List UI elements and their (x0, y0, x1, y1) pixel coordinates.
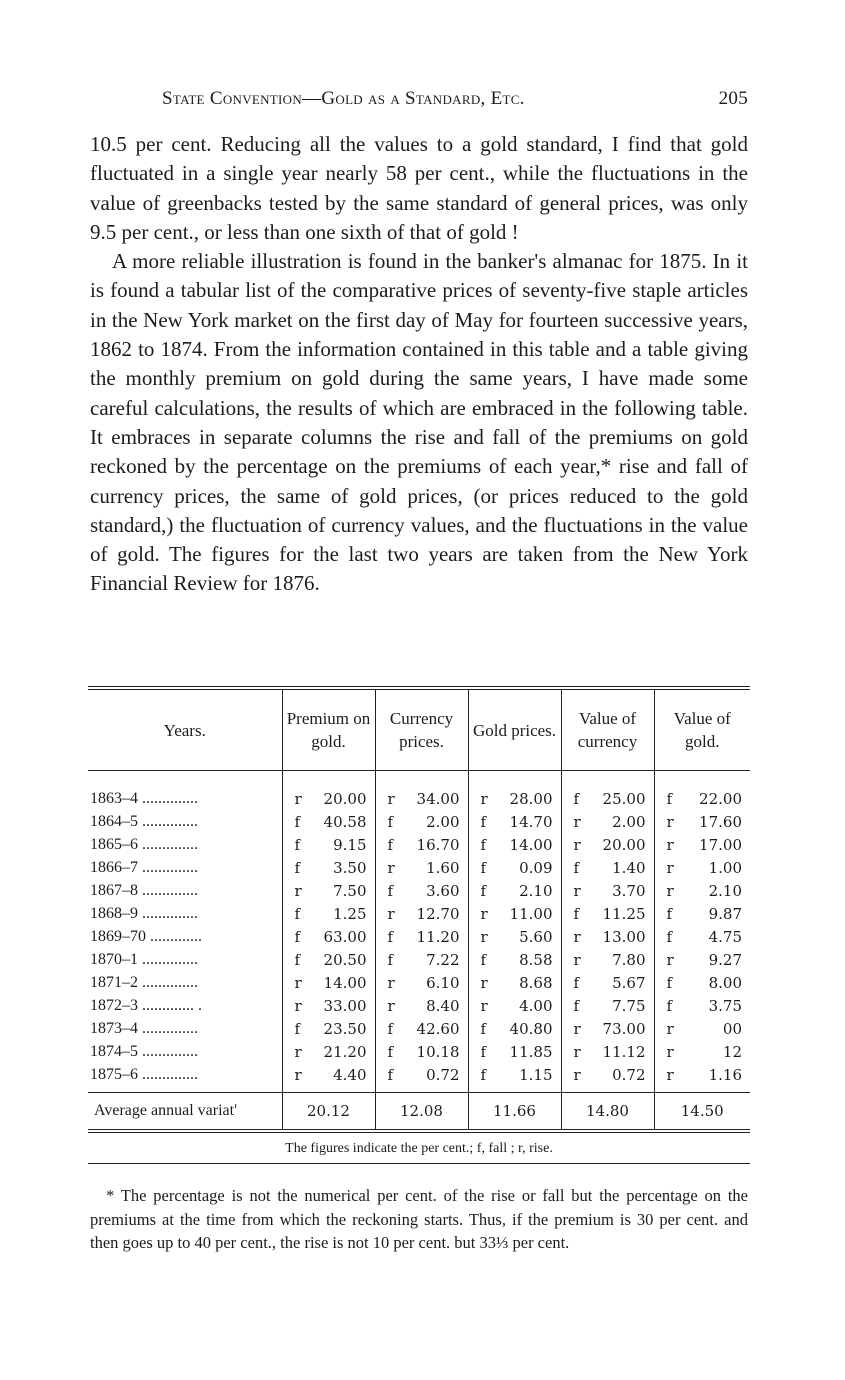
paragraph: A more reliable illustration is found in the banker's almanac for 1875. In it is found a tabular list of the comparative prices of seventy-five staple articles in the New York market on the first day of May for fourteen successive years, 1862 to 1874. From the information contained in this table and a table giving the monthly premium on gold during the same years, I have made some careful calculations, the results of which are embraced in the following table. It embraces in separate columns the rise and fall of the premiums on gold reckoned by the percentage on the premiums of each year,* rise and fall of currency prices, the same of gold prices, (or prices reduced to the gold standard,) the fluctuation of currency values, and the fluctuations in the value of gold. The figures for the last two years are taken from the New York Financial Review for 1876. (90, 249, 748, 596)
year-cell: 1872–3 ............. . (90, 996, 202, 1014)
cell-value: 9.27 (708, 950, 742, 969)
direction-marker: f (666, 996, 673, 1015)
value-cell (375, 856, 468, 879)
direction-marker: r (387, 789, 395, 808)
cell-value: 10.18 (416, 1042, 460, 1061)
average-row (88, 1093, 750, 1130)
cell-value: 5.67 (612, 973, 646, 992)
direction-marker: f (573, 996, 580, 1015)
cell-value: 1.40 (612, 858, 646, 877)
body-text (90, 130, 748, 599)
value-cell (468, 833, 561, 856)
direction-marker: r (387, 904, 395, 923)
cell-value: 7.75 (612, 996, 646, 1015)
value-cell (468, 1040, 561, 1063)
cell-value: 0.72 (612, 1065, 646, 1084)
value-cell (468, 879, 561, 902)
value-cell (375, 925, 468, 948)
average-value: 14.50 (654, 1093, 750, 1130)
cell-value: 2.10 (519, 881, 553, 900)
table-row (88, 971, 750, 994)
year-cell: 1865–6 .............. (90, 835, 198, 853)
direction-marker: f (666, 789, 673, 808)
direction-marker: r (573, 1042, 581, 1061)
value-cell (375, 771, 468, 811)
cell-value: 21.20 (323, 1042, 367, 1061)
value-cell (561, 879, 654, 902)
value-cell (561, 810, 654, 833)
average-label: Average annual variat' (88, 1093, 282, 1130)
value-cell (282, 879, 375, 902)
value-cell (561, 902, 654, 925)
double-rule (88, 1129, 750, 1133)
direction-marker: f (573, 904, 580, 923)
value-cell (654, 856, 750, 879)
cell-value: 23.50 (323, 1019, 367, 1038)
value-cell (282, 994, 375, 1017)
cell-value: 22.00 (699, 789, 742, 808)
direction-marker: r (666, 1042, 674, 1061)
cell-value: 14.70 (509, 812, 553, 831)
year-cell: 1864–5 .............. (90, 812, 198, 830)
cell-value: 3.75 (708, 996, 742, 1015)
direction-marker: f (387, 927, 394, 946)
value-cell (654, 833, 750, 856)
average-value: 11.66 (468, 1093, 561, 1130)
direction-marker: r (573, 881, 581, 900)
cell-value: 40.80 (509, 1019, 553, 1038)
cell-value: 11.20 (416, 927, 460, 946)
direction-marker: f (666, 904, 673, 923)
direction-marker: r (294, 881, 302, 900)
value-cell (468, 856, 561, 879)
value-cell (375, 1017, 468, 1040)
cell-value: 8.68 (519, 973, 553, 992)
direction-marker: f (666, 927, 673, 946)
direction-marker: f (294, 950, 301, 969)
direction-marker: f (294, 904, 301, 923)
year-cell: 1870–1 .............. (90, 950, 198, 968)
value-cell (282, 1017, 375, 1040)
value-cell (654, 771, 750, 811)
direction-marker: r (480, 927, 488, 946)
value-cell (561, 1063, 654, 1093)
value-cell (468, 810, 561, 833)
cell-value: 2.00 (612, 812, 646, 831)
value-cell (468, 902, 561, 925)
direction-marker: r (573, 1065, 581, 1084)
value-cell (561, 1017, 654, 1040)
direction-marker: r (666, 881, 674, 900)
value-cell (561, 948, 654, 971)
year-cell: 1863–4 .............. (90, 789, 198, 807)
direction-marker: f (387, 1065, 394, 1084)
table-row (88, 771, 750, 811)
direction-marker: f (294, 812, 301, 831)
value-cell (282, 925, 375, 948)
direction-marker: r (573, 1019, 581, 1038)
value-cell (375, 971, 468, 994)
value-cell (561, 971, 654, 994)
direction-marker: r (666, 950, 674, 969)
direction-marker: r (666, 835, 674, 854)
direction-marker: f (480, 812, 487, 831)
direction-marker: r (480, 789, 488, 808)
cell-value: 0.72 (426, 1065, 460, 1084)
direction-marker: r (666, 1065, 674, 1084)
cell-value: 28.00 (509, 789, 553, 808)
year-cell: 1866–7 .............. (90, 858, 198, 876)
value-cell (468, 971, 561, 994)
cell-value: 2.00 (426, 812, 460, 831)
cell-value: 20.00 (323, 789, 367, 808)
direction-marker: r (480, 904, 488, 923)
value-cell (654, 925, 750, 948)
value-cell (375, 1063, 468, 1093)
direction-marker: r (573, 835, 581, 854)
paragraph: 10.5 per cent. Reducing all the values to a gold standard, I find that gold fluctuated in a single year nearly 58 per cent., while the fluctuations in the value of greenbacks tested by the same standard of general prices, was only 9.5 per cent., or less than one sixth of that of gold ! (90, 132, 748, 244)
table-row (88, 1063, 750, 1093)
direction-marker: r (294, 973, 302, 992)
year-cell: 1874–5 .............. (90, 1042, 198, 1060)
direction-marker: r (666, 812, 674, 831)
value-cell (654, 902, 750, 925)
table-row (88, 856, 750, 879)
cell-value: 7.80 (612, 950, 646, 969)
cell-value: 17.60 (699, 812, 742, 831)
value-cell (468, 925, 561, 948)
cell-value: 13.00 (602, 927, 646, 946)
direction-marker: r (666, 858, 674, 877)
cell-value: 73.00 (602, 1019, 646, 1038)
cell-value: 8.40 (426, 996, 460, 1015)
direction-marker: f (480, 1042, 487, 1061)
value-cell (282, 1040, 375, 1063)
table-legend: The figures indicate the per cent.; f, fall ; r, rise. (88, 1141, 750, 1164)
value-cell (561, 1040, 654, 1063)
direction-marker: f (387, 1019, 394, 1038)
cell-value: 20.50 (323, 950, 367, 969)
direction-marker: r (294, 1042, 302, 1061)
value-cell (282, 902, 375, 925)
cell-value: 3.50 (333, 858, 367, 877)
value-cell (375, 1040, 468, 1063)
value-cell (468, 1017, 561, 1040)
table-row (88, 994, 750, 1017)
table-row (88, 833, 750, 856)
direction-marker: f (387, 812, 394, 831)
direction-marker: r (387, 996, 395, 1015)
direction-marker: r (573, 927, 581, 946)
cell-value: 1.16 (708, 1065, 742, 1084)
direction-marker: f (387, 950, 394, 969)
cell-value: 40.58 (323, 812, 367, 831)
cell-value: 0.09 (519, 858, 553, 877)
average-value: 20.12 (282, 1093, 375, 1130)
direction-marker: f (387, 835, 394, 854)
footnote (90, 1184, 748, 1255)
cell-value: 4.00 (519, 996, 553, 1015)
direction-marker: r (387, 973, 395, 992)
value-cell (654, 1017, 750, 1040)
column-header: Value of gold. (654, 690, 750, 771)
value-cell (468, 948, 561, 971)
direction-marker: r (480, 996, 488, 1015)
value-cell (282, 856, 375, 879)
column-header: Currency prices. (375, 690, 468, 771)
value-cell (282, 971, 375, 994)
direction-marker: f (294, 858, 301, 877)
page-number: 205 (718, 88, 748, 109)
direction-marker: r (294, 789, 302, 808)
direction-marker: f (294, 1019, 301, 1038)
direction-marker: r (573, 950, 581, 969)
table-body (88, 771, 750, 1093)
cell-value: 11.85 (509, 1042, 553, 1061)
cell-value: 3.70 (612, 881, 646, 900)
table-header-row (88, 690, 750, 771)
cell-value: 00 (722, 1019, 742, 1038)
value-cell (561, 771, 654, 811)
value-cell (561, 833, 654, 856)
direction-marker: f (294, 835, 301, 854)
direction-marker: f (480, 1019, 487, 1038)
direction-marker: f (387, 881, 394, 900)
cell-value: 8.00 (708, 973, 742, 992)
value-cell (375, 810, 468, 833)
value-cell (654, 1040, 750, 1063)
table-row (88, 948, 750, 971)
cell-value: 9.87 (708, 904, 742, 923)
table-row (88, 925, 750, 948)
value-cell (375, 948, 468, 971)
cell-value: 4.75 (708, 927, 742, 946)
value-cell (375, 994, 468, 1017)
value-cell (654, 971, 750, 994)
cell-value: 5.60 (519, 927, 553, 946)
column-header: Value of currency (561, 690, 654, 771)
cell-value: 42.60 (416, 1019, 460, 1038)
direction-marker: f (666, 973, 673, 992)
direction-marker: f (480, 881, 487, 900)
value-cell (561, 925, 654, 948)
column-header: Premium on gold. (282, 690, 375, 771)
cell-value: 16.70 (416, 835, 460, 854)
direction-marker: f (480, 1065, 487, 1084)
value-cell (561, 994, 654, 1017)
column-header: Gold prices. (468, 690, 561, 771)
running-title: State Convention—Gold as a Standard, Etc. (162, 88, 525, 109)
direction-marker: r (573, 812, 581, 831)
direction-marker: f (573, 973, 580, 992)
direction-marker: f (480, 950, 487, 969)
year-cell: 1873–4 .............. (90, 1019, 198, 1037)
year-cell: 1875–6 .............. (90, 1065, 198, 1083)
direction-marker: r (387, 858, 395, 877)
value-cell (282, 1063, 375, 1093)
direction-marker: f (573, 858, 580, 877)
cell-value: 8.58 (519, 950, 553, 969)
cell-value: 1.00 (708, 858, 742, 877)
cell-value: 1.15 (519, 1065, 553, 1084)
cell-value: 17.00 (699, 835, 742, 854)
cell-value: 63.00 (323, 927, 367, 946)
cell-value: 7.50 (333, 881, 367, 900)
direction-marker: f (480, 858, 487, 877)
value-cell (282, 948, 375, 971)
value-cell (654, 879, 750, 902)
direction-marker: f (294, 927, 301, 946)
cell-value: 12.70 (416, 904, 460, 923)
average-value: 14.80 (561, 1093, 654, 1130)
value-cell (282, 833, 375, 856)
cell-value: 9.15 (333, 835, 367, 854)
table-row (88, 1017, 750, 1040)
cell-value: 34.00 (416, 789, 460, 808)
value-cell (282, 771, 375, 811)
cell-value: 14.00 (323, 973, 367, 992)
cell-value: 7.22 (426, 950, 460, 969)
cell-value: 11.25 (602, 904, 646, 923)
value-cell (561, 856, 654, 879)
year-cell: 1871–2 .............. (90, 973, 198, 991)
table-row (88, 902, 750, 925)
cell-value: 25.00 (602, 789, 646, 808)
cell-value: 12 (722, 1042, 742, 1061)
cell-value: 11.12 (602, 1042, 646, 1061)
fluctuation-table (88, 690, 750, 1129)
value-cell (375, 879, 468, 902)
cell-value: 11.00 (509, 904, 553, 923)
footnote-text: * The percentage is not the numerical per cent. of the rise or fall but the percentage on the premiums at the time from which the reckoning starts. Thus, if the premium is 30 per cent. and then goes up to 40 per cent., the rise is not 10 per cent. but 33⅓ per cent. (90, 1186, 748, 1252)
value-cell (282, 810, 375, 833)
value-cell (468, 771, 561, 811)
table-row (88, 879, 750, 902)
value-cell (468, 1063, 561, 1093)
column-header: Years. (88, 690, 282, 771)
cell-value: 1.60 (426, 858, 460, 877)
direction-marker: r (480, 973, 488, 992)
cell-value: 6.10 (426, 973, 460, 992)
value-cell (654, 1063, 750, 1093)
cell-value: 1.25 (333, 904, 367, 923)
average-value: 12.08 (375, 1093, 468, 1130)
direction-marker: r (666, 1019, 674, 1038)
direction-marker: r (294, 1065, 302, 1084)
cell-value: 20.00 (602, 835, 646, 854)
value-cell (468, 994, 561, 1017)
direction-marker: f (480, 835, 487, 854)
cell-value: 14.00 (509, 835, 553, 854)
value-cell (654, 810, 750, 833)
cell-value: 33.00 (323, 996, 367, 1015)
direction-marker: f (573, 789, 580, 808)
value-cell (654, 994, 750, 1017)
cell-value: 2.10 (708, 881, 742, 900)
value-cell (654, 948, 750, 971)
year-cell: 1869–70 ............. (90, 927, 202, 945)
direction-marker: f (387, 1042, 394, 1061)
direction-marker: r (294, 996, 302, 1015)
year-cell: 1867–8 .............. (90, 881, 198, 899)
table-row (88, 1040, 750, 1063)
cell-value: 3.60 (426, 881, 460, 900)
cell-value: 4.40 (333, 1065, 367, 1084)
fluctuation-table-block (88, 686, 750, 1164)
value-cell (375, 902, 468, 925)
table-row (88, 810, 750, 833)
value-cell (375, 833, 468, 856)
year-cell: 1868–9 .............. (90, 904, 198, 922)
